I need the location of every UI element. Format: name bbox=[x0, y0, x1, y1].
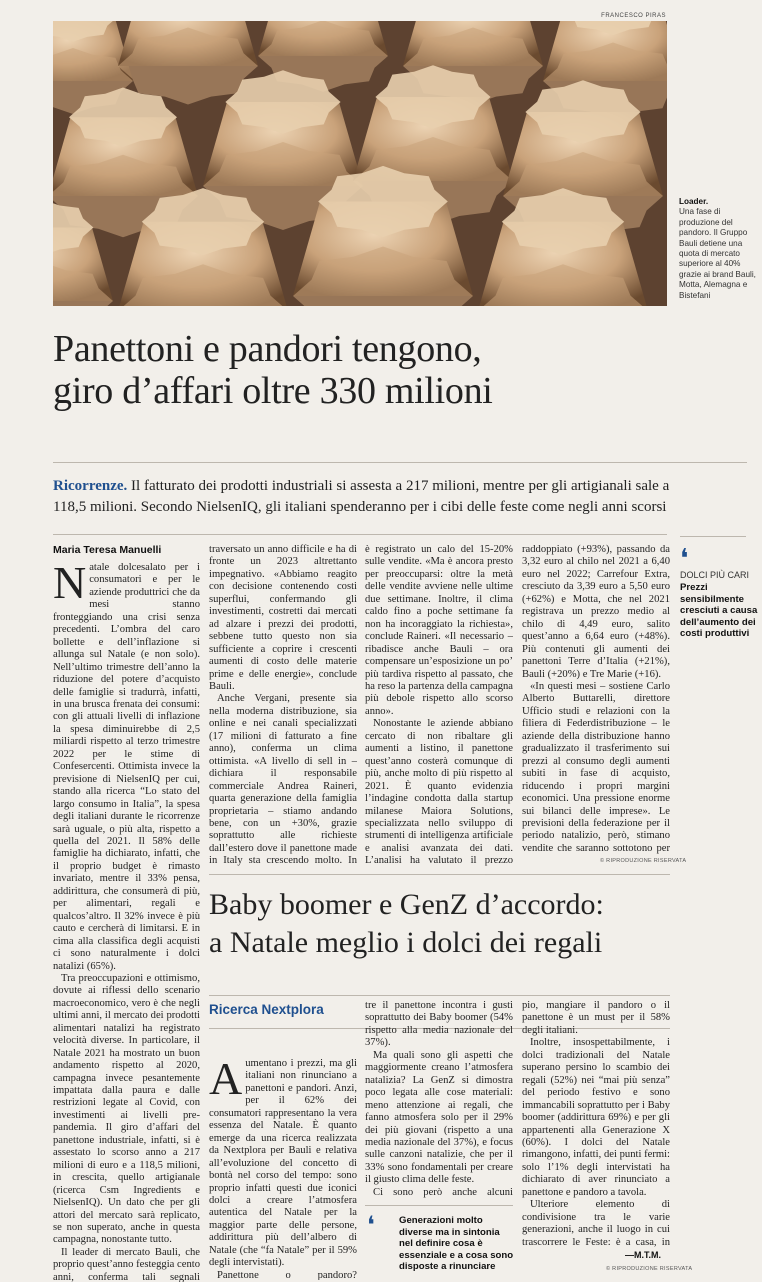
divider bbox=[680, 536, 746, 537]
byline: Maria Teresa Manuelli bbox=[53, 544, 162, 556]
pandoro-top bbox=[225, 70, 340, 133]
pandoro-top bbox=[69, 88, 177, 148]
paragraph: Tra preoccupazioni e ottimismo, dovute ai riflessi dello scenario macroeconomico, vero è che negli ultimi anni, il mercato dei prodotti alimentari natalizi ha registrato velocità diverse. In particolare, il Natale 2021 ha mostrato un buon andamento rispetto al 2020, campagna invece pesantemente impattata dalla paura e dalle restrizioni legate al Covid, con investimenti ai livelli pre-pandemia. Il giro d’affari del panettone industriale, infatti, si è assestato lo scorso anno a 217 milioni di euro e a 118,5 milioni, in crescita, quello artigianale (ricerca Csm Ingredients e NielsenIQ). Un dato che per gli attori del mercato sarà replicato, se non superato, anche in questa campagna, nonostante tutto. bbox=[53, 972, 200, 1246]
paragraph: pio, mangiare il pandoro o il panettone è un must per il 58% degli italiani. bbox=[522, 1000, 670, 1036]
second-headline bbox=[209, 886, 689, 962]
paragraph: traversato un anno difficile e ha di fronte un 2023 altrettanto impegnativo. «Abbiamo reagito con decisione contenendo costi superflui, confermando gli investimenti, costretti dai mercati ad alzare i prezzi dei prodotti, sebbene tutto questo non sia sufficiente a coprire i crescenti aumenti di costo delle materie prime e delle energie», conclude Bauli. bbox=[209, 544, 357, 692]
divider bbox=[53, 534, 667, 535]
pandoro-top bbox=[142, 188, 264, 255]
pandoro-image bbox=[53, 21, 667, 306]
pandoro-top bbox=[318, 166, 448, 237]
standfirst bbox=[53, 476, 673, 518]
copyright-note: © RIPRODUZIONE RISERVATA bbox=[606, 1266, 693, 1272]
pull-quote: Generazioni molto diverse ma in sintonia nel definire cosa è essenziale e a cosa sono disposte a rinunciare bbox=[399, 1215, 514, 1273]
dropcap: A bbox=[209, 1058, 243, 1104]
pandoro-top bbox=[375, 65, 490, 128]
paragraph: è registrato un calo del 15-20% sulle vendite. «Ma è ancora presto per preoccuparsi: oltre la metà delle vendite avviene nelle ultime due settimane. Inoltre, il clima caldo fino a poche settimane fa non ha incoraggiato la richiesta», conclude Raineri. «Il necessario – ribadisce anche Bauli – ora compensare un’esposizione un po’ più tardiva rispetto al passato, che ha reso la partenza della campagna più debole rispetto allo scorso anno». bbox=[365, 544, 513, 717]
headline-line-2: a Natale meglio i dolci dei regali bbox=[209, 926, 603, 959]
standfirst-kicker: Ricorrenze. bbox=[53, 478, 128, 494]
article-photo bbox=[53, 21, 667, 306]
caption-text: Una fase di produzione del pandoro. Il Gruppo Bauli detiene una quota di mercato superiore al 40% grazie ai brand Bauli, Motta, Alemagna e Bistefani bbox=[679, 207, 756, 300]
photo-caption bbox=[679, 197, 759, 301]
paragraph: Ma quali sono gli aspetti che maggiormente creano l’atmosfera natalizia? La GenZ si dimostra poco legata alle cose materiali: meno attenzione ai regali, che fanno atmosfera solo per il 29% dei più giovani (rispetto a una media nazionale del 37%), e focus sulle canzoni natalizie, che per il 33% sono fondamentali per creare il giusto clima delle feste. bbox=[365, 1049, 513, 1186]
divider bbox=[365, 1205, 513, 1206]
paragraph: Inoltre, insospettabilmente, i dolci tradizionali del Natale superano persino lo scambio dei regali (52%) nei “mai più senza” del periodo festivo e sono immancabili soprattutto per i Baby boomer (addirittura 69%) e per gli appartenenti alla Generazione X (60%). I dolci del Natale rimangono, infatti, dei punti fermi: solo l’1% degli intervistati ha dichiarato di aver rinunciato a panettone e pandoro a tavola. bbox=[522, 1037, 670, 1198]
sidebar-label: DOLCI PIÙ CARI bbox=[680, 570, 750, 580]
article2-column-3 bbox=[522, 1000, 670, 1248]
divider bbox=[209, 995, 670, 996]
caption-title: Loader. bbox=[679, 197, 709, 206]
pandoro-top bbox=[525, 80, 640, 143]
paragraph: tre il panettone incontra i gusti soprattutto dei Baby boomer (54% rispetto alla media nazionale del 37%). bbox=[365, 1000, 513, 1049]
divider bbox=[209, 874, 670, 875]
quote-icon: ❛ bbox=[367, 1213, 375, 1239]
second-kicker: Ricerca Nextplora bbox=[209, 1002, 324, 1017]
paragraph: Nonostante le aziende abbiano cercato di non ribaltare gli aumenti a listino, il panettone quest’anno costerà comunque di più, anche molto di più rispetto al 2021. È quanto evidenzia l’indagine condotta dalla startup milanese Maiora Solutions, specializzata nello sviluppo di strumenti di intelligenza artificiale e analisi avanzata dei dati. L’analisi ha valutato il prezzo bbox=[365, 718, 513, 866]
paragraph: Ulteriore elemento di condivisione tra le varie generazioni, anche il luogo in cui trascorrere le Feste: è a casa, in bbox=[522, 1199, 670, 1248]
paragraph: Anche Vergani, presente sia nella moderna distribuzione, sia online e nei canali specializzati (17 milioni di fatturato a fine anno), conferma un clima ottimista. «A livello di sell in – dichiara il responsabile commerciale Andrea Raineri, quarta generazione della famiglia proprietaria – stiamo andando bene, con un +30%, grazie soprattutto alle richieste dall’estero dove il panettone made in Italy sta crescendo molto. In bbox=[209, 693, 357, 866]
sidebar-highlight: Prezzi sensibilmente cresciuti a causa dell’aumento dei costi produttivi bbox=[680, 582, 758, 640]
paragraph: Panettone o pandoro? bbox=[217, 1269, 357, 1280]
article2-column-2 bbox=[365, 1000, 513, 1200]
quote-icon: ❛ bbox=[680, 544, 689, 573]
paragraph: umentano i prezzi, ma gli italiani non rinunciano a panettoni e pandori. Anzi, per il 62% dei consumatori rappresentano la vera essenza del Natale. È quanto emerge da una ricerca realizzata da Nextplora per Bauli e relativa all’evoluzione del concetto di bontà nel corso del tempo: sono proprio infatti questi due iconici dolci a creare l’atmosfera autentica del Natale per la maggior parte delle persone, addirittura più dell’albero di Natale (che “fa Natale” per il 59% degli intervistati). bbox=[209, 1058, 357, 1269]
copyright-note: © RIPRODUZIONE RISERVATA bbox=[600, 858, 687, 864]
standfirst-text: Il fatturato dei prodotti industriali si assesta a 217 milioni, mentre per gli artigianali sale a 118,5 milioni. Secondo NielsenIQ, gli italiani spenderanno per i cibi delle feste come negli anni scorsi bbox=[53, 478, 670, 515]
paragraph: Ci sono però anche alcuni bbox=[373, 1186, 513, 1198]
signature: —M.T.M. bbox=[625, 1250, 661, 1260]
photo-credit: FRANCESCO PIRAS bbox=[601, 13, 666, 19]
headline-line-1: Baby boomer e GenZ d’accordo: bbox=[209, 888, 604, 921]
article1-column-2 bbox=[209, 544, 357, 866]
paragraph: atale dolcesalato per i consumatori e per le aziende produttrici che da mesi stanno fronteggiando una crisi senza precedenti. L’ombra del caro bollette e dell’inflazione si allunga sul Natale (e non solo). Nell’ultimo trimestre dell’anno la riduzione del potere d’acquisto delle famiglie si tradurrà, infatti, in una brusca frenata dei consumi: con gli attuali livelli di inflazione la spesa diminuirebbe di 2,5 miliardi rispetto al terzo trimestre 2022 per le stime di Confesercenti. Ottimista invece la previsione di NielsenIQ per cui, stando alla ricerca “Lo stato del largo consumo in Italia”, la spesa degli italiani durante le ricorrenze sarà uguale, o più alta, rispetto a quella del 2021. Il 58% delle famiglie ha dichiarato, infatti, che il proprio budget è rimasto invariato, mentre il 33% pensa, addirittura, che consumerà di più, per alimentari, regali e qualcos’altro. Il 32% invece è più cauto e cercherà di limitarsi. E in cima alla classifica degli acquisti ci sono naturalmente i dolci natalizi (65%). bbox=[53, 562, 200, 972]
paragraph: Il leader di mercato Bauli, che proprio quest’anno festeggia cento anni, conferma tali segnali bbox=[53, 1246, 200, 1282]
article1-column-3 bbox=[365, 544, 513, 866]
main-headline bbox=[53, 328, 693, 412]
pandoro-top bbox=[502, 188, 624, 255]
article2-column-1 bbox=[209, 1058, 357, 1280]
headline-line-1: Panettoni e pandori tengono, bbox=[53, 328, 482, 370]
headline-line-2: giro d’affari oltre 330 milioni bbox=[53, 370, 493, 412]
article1-column-1 bbox=[53, 562, 200, 1282]
paragraph: «In questi mesi – sostiene Carlo Alberto Buttarelli, direttore Ufficio studi e relazioni con la filiera di Federdistribuzione – le aziende della distribuzione hanno gradualizzato il trasferimento sui prezzi al consumo degli aumenti subiti in fase di acquisto, riducendo i propri margini economici. Una pressione enorme sui bilanci delle imprese». Le previsioni della federazione per il periodo natalizio, però, stimano vendite che saranno sottotono per bbox=[522, 680, 670, 854]
dropcap: N bbox=[53, 562, 87, 608]
article1-column-4 bbox=[522, 544, 670, 854]
divider bbox=[53, 462, 747, 463]
paragraph: raddoppiato (+93%), passando da 3,32 euro al chilo nel 2021 a 6,40 euro nel 2022; Carrefour Extra, cresciuto da 3,39 euro a 5,50 euro (+62%) e Motta, che nel 2021 registrava un prezzo medio al chilo di 4,49 euro, salito quest’anno a 6,64 euro (+48%). Più contenuti gli aumenti dei panettoni Terre d’Italia (+21%), Bauli (+20%) e Tre Marie (+16). bbox=[522, 544, 670, 680]
